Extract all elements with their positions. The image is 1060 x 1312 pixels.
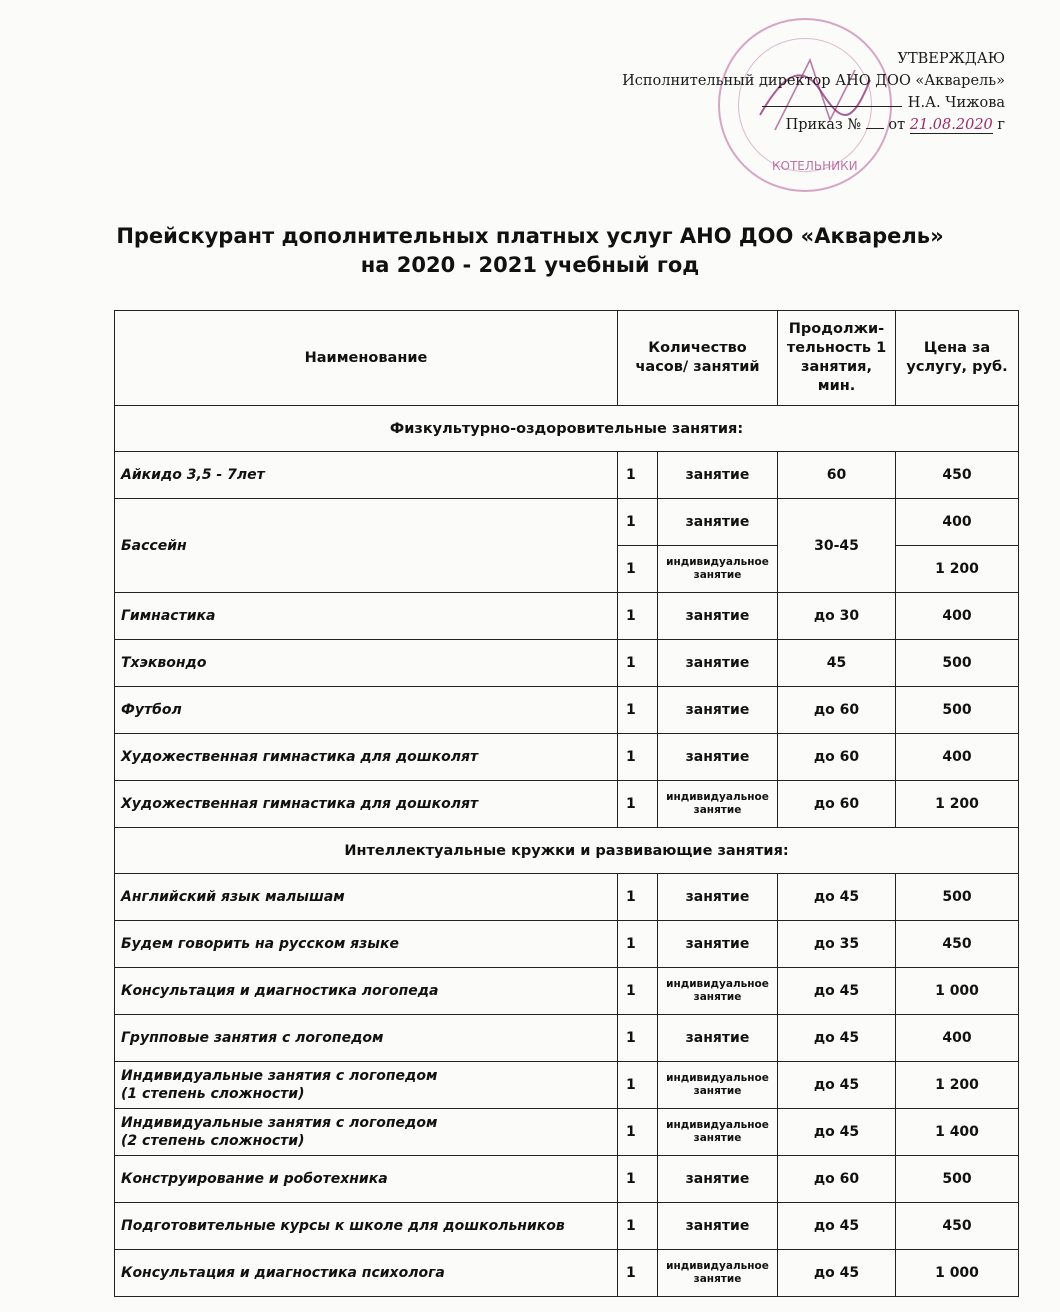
table-row: Бассейн 1 занятие 30-45 400: [115, 499, 1019, 546]
table-row: Английский язык малышам 1 занятие до 45 500: [115, 874, 1019, 921]
table-row: Художественная гимнастика для дошколят 1 индивидуальное занятие до 60 1 200: [115, 781, 1019, 828]
table-row: Будем говорить на русском языке 1 занятие до 35 450: [115, 921, 1019, 968]
approval-position: Исполнительный директор АНО ДОО «Акварель»: [622, 73, 1005, 89]
title-line-1: Прейскурант дополнительных платных услуг АНО ДОО «Акварель»: [116, 224, 944, 248]
header-name: Наименование: [115, 311, 618, 406]
svg-text:КОТЕЛЬНИКИ: КОТЕЛЬНИКИ: [772, 159, 858, 173]
approval-signatory: Н.А. Чижова: [622, 92, 1005, 114]
approval-block: [622, 48, 1005, 136]
table-row: Футбол 1 занятие до 60 500: [115, 687, 1019, 734]
section-row: Физкультурно-оздоровительные занятия:: [115, 406, 1019, 452]
approval-heading: УТВЕРЖДАЮ: [897, 51, 1005, 67]
table-row: Конструирование и роботехника 1 занятие до 60 500: [115, 1156, 1019, 1203]
table-row: Консультация и диагностика психолога 1 индивидуальное занятие до 45 1 000: [115, 1250, 1019, 1297]
approval-order: Приказ № от 21.08.2020 г: [785, 117, 1005, 133]
header-price: Цена за услугу, руб.: [896, 311, 1019, 406]
header-duration: Продолжи-тельность 1 занятия, мин.: [778, 311, 896, 406]
section-row: Интеллектуальные кружки и развивающие занятия:: [115, 828, 1019, 874]
title-line-2: на 2020 - 2021 учебный год: [360, 253, 700, 277]
order-date: 21.08.2020: [909, 117, 993, 133]
table-row: Айкидо 3,5 - 7лет 1 занятие 60 450: [115, 452, 1019, 499]
header-qty: Количество часов/ занятий: [618, 311, 778, 406]
table-row: Художественная гимнастика для дошколят 1 занятие до 60 400: [115, 734, 1019, 781]
table-row: Гимнастика 1 занятие до 30 400: [115, 593, 1019, 640]
table-row: Подготовительные курсы к школе для дошкольников 1 занятие до 45 450: [115, 1203, 1019, 1250]
table-row: Групповые занятия с логопедом 1 занятие до 45 400: [115, 1015, 1019, 1062]
table-row: Консультация и диагностика логопеда 1 индивидуальное занятие до 45 1 000: [115, 968, 1019, 1015]
price-table: [114, 310, 1019, 1297]
table-header-row: [115, 311, 1019, 406]
table-row: Индивидуальные занятия с логопедом (1 степень сложности) 1 индивидуальное занятие до 45 1 200: [115, 1062, 1019, 1109]
table-row: Тхэквондо 1 занятие 45 500: [115, 640, 1019, 687]
table-row: 1 индивидуальное занятие 1 200: [115, 546, 1019, 593]
table-row: Индивидуальные занятия с логопедом (2 степень сложности) 1 индивидуальное занятие до 45 1 400: [115, 1109, 1019, 1156]
document-title: [0, 222, 1060, 280]
